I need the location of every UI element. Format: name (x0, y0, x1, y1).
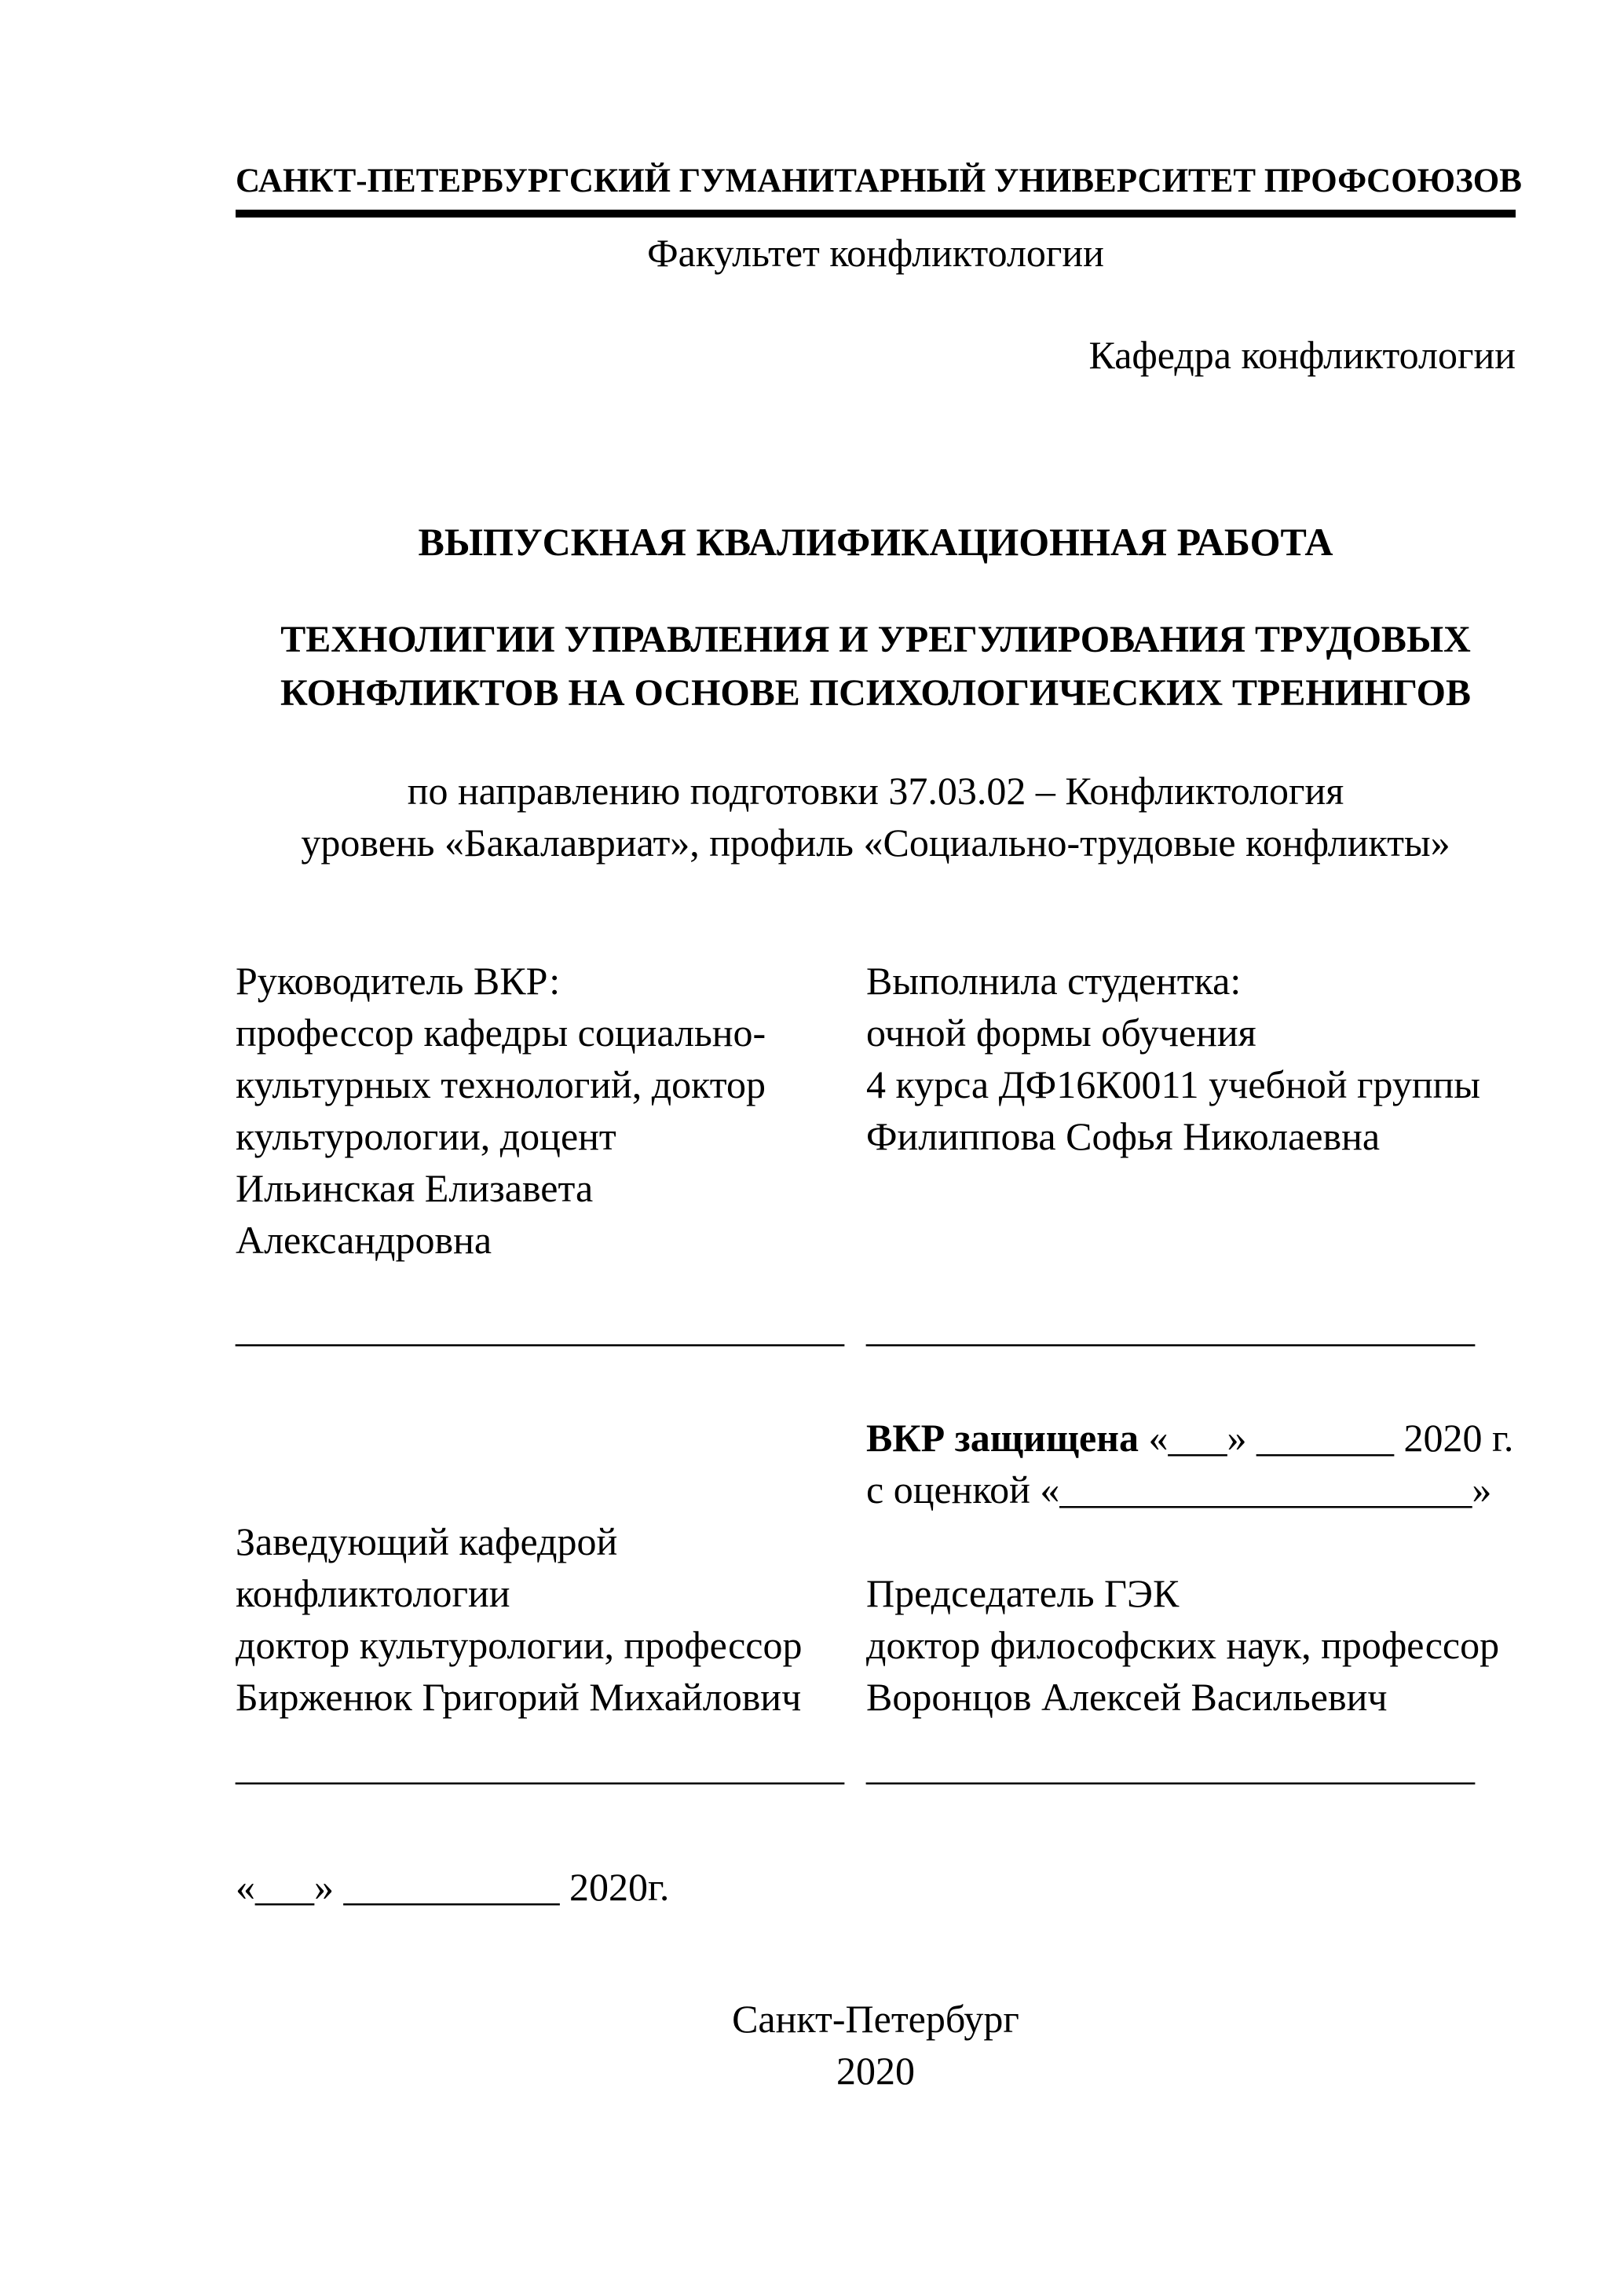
spacer (236, 1412, 866, 1515)
signature-row-2 (236, 1740, 1516, 1792)
defense-status-blanks: «___» _______ 2020 г. (1138, 1416, 1514, 1460)
defense-grade-line: с оценкой «_____________________» (866, 1468, 1492, 1512)
defense-status-label: ВКР защищена (866, 1416, 1139, 1460)
signature-line-head: _______________________________ (236, 1744, 844, 1788)
chairman-line-2: доктор философских наук, профессор (866, 1623, 1500, 1667)
approval-section (236, 1412, 1516, 1723)
student-line-3: 4 курса ДФ16К0011 учебной группы (866, 1062, 1480, 1106)
signature-row-1 (236, 1302, 1516, 1354)
university-name: САНКТ-ПЕТЕРБУРГСКИЙ ГУМАНИТАРНЫЙ УНИВЕРСИТЕТ ПРОФСОЮЗОВ (236, 161, 1516, 218)
head-of-department-block (236, 1412, 866, 1723)
program-info (236, 765, 1516, 868)
supervisor-label: Руководитель ВКР: (236, 959, 561, 1003)
program-direction: по направлению подготовки 37.03.02 – Конфликтология (407, 769, 1344, 813)
program-level: уровень «Бакалавриат», профиль «Социально-трудовые конфликты» (301, 821, 1450, 865)
chairman-line-3: Воронцов Алексей Васильевич (866, 1675, 1388, 1719)
supervisor-line-4: культурологии, доцент (236, 1114, 616, 1158)
department-name: Кафедра конфликтологии (1088, 333, 1516, 377)
people-section (236, 955, 1516, 1266)
student-label: Выполнила студентка: (866, 959, 1242, 1003)
work-type-heading: ВЫПУСКНАЯ КВАЛИФИКАЦИОННАЯ РАБОТА (418, 520, 1333, 564)
supervisor-line-2: профессор кафедры социально- (236, 1011, 766, 1055)
thesis-title-line-2: КОНФЛИКТОВ НА ОСНОВЕ ПСИХОЛОГИЧЕСКИХ ТРЕНИНГОВ (280, 672, 1472, 714)
student-line-4: Филиппова Софья Николаевна (866, 1114, 1381, 1158)
defense-block (866, 1412, 1516, 1723)
head-line-4: Бирженюк Григорий Михайлович (236, 1675, 802, 1719)
supervisor-line-3: культурных технологий, доктор (236, 1062, 766, 1106)
date-blank-line: «___» ___________ 2020г. (236, 1865, 670, 1909)
supervisor-line-5: Ильинская Елизавета (236, 1166, 594, 1210)
faculty-name: Факультет конфликтологии (647, 231, 1104, 275)
signature-line-chairman: _______________________________ (866, 1744, 1475, 1788)
signature-line-student: _______________________________ (866, 1306, 1475, 1350)
head-line-3: доктор культурологии, профессор (236, 1623, 803, 1667)
student-line-2: очной формы обучения (866, 1011, 1256, 1055)
thesis-title (236, 613, 1516, 720)
city-name: Санкт-Петербург (732, 1997, 1019, 2041)
thesis-title-line-1: ТЕХНОЛИГИИ УПРАВЛЕНИЯ И УРЕГУЛИРОВАНИЯ ТРУДОВЫХ (280, 619, 1471, 660)
signature-line-supervisor: _______________________________ (236, 1306, 844, 1350)
head-line-2: конфликтологии (236, 1571, 510, 1615)
student-block (866, 955, 1516, 1266)
supervisor-line-6: Александровна (236, 1218, 492, 1262)
supervisor-block (236, 955, 866, 1266)
imprint (236, 1993, 1516, 2097)
year: 2020 (836, 2049, 915, 2093)
chairman-line-1: Председатель ГЭК (866, 1571, 1180, 1615)
head-line-1: Заведующий кафедрой (236, 1519, 618, 1563)
defense-status-line (866, 1412, 1516, 1464)
